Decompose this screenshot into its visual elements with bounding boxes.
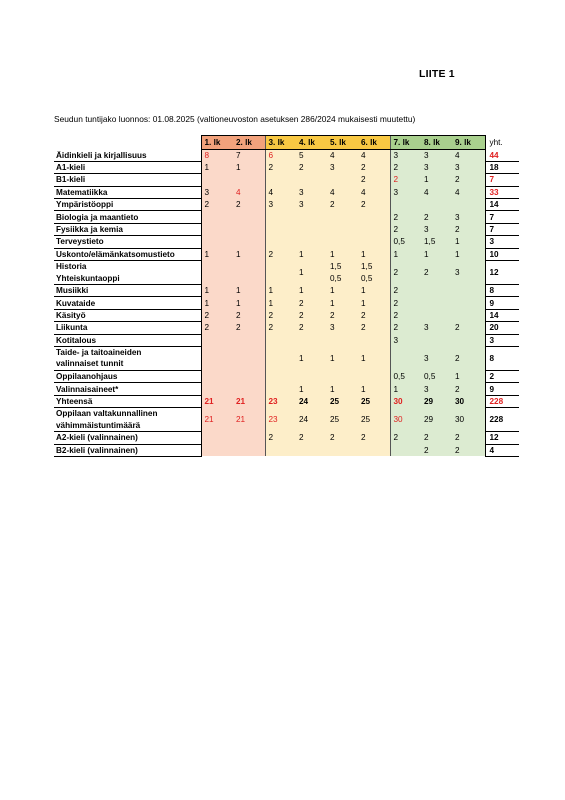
hours-cell-grade-4: 2 <box>296 297 327 309</box>
table-row <box>54 346 519 370</box>
hours-cell-grade-6: 2 <box>358 174 390 186</box>
hours-cell-grade-6: 2 <box>358 199 390 211</box>
hours-cell-grade-4 <box>296 223 327 235</box>
hours-cell-grade-6 <box>358 370 390 382</box>
hours-cell-grade-2 <box>233 334 265 346</box>
hours-cell-grade-1 <box>201 346 233 370</box>
hours-cell-grade-5: 1 <box>327 346 358 370</box>
hours-cell-grade-1: 8 <box>201 150 233 162</box>
hours-cell-grade-1 <box>201 383 233 395</box>
hours-cell-grade-3: 1 <box>265 285 296 297</box>
hours-cell-grade-4: 2 <box>296 309 327 321</box>
total-cell: 7 <box>485 211 519 223</box>
hours-cell-grade-1: 1 <box>201 161 233 173</box>
hours-cell-grade-2 <box>233 444 265 456</box>
hours-value-second: 0,5 <box>361 273 373 283</box>
hours-cell-grade-1: 21 <box>201 408 233 432</box>
total-cell: 2 <box>485 370 519 382</box>
hours-cell-grade-5 <box>327 211 358 223</box>
subject-cell: Yhteensä <box>54 395 201 407</box>
hours-cell-grade-1: 21 <box>201 395 233 407</box>
hours-cell-grade-5: 25 <box>327 408 358 432</box>
hours-cell-grade-4 <box>296 261 327 285</box>
hours-cell-grade-8 <box>421 199 452 211</box>
hours-cell-grade-4: 1 <box>296 383 327 395</box>
hours-cell-grade-4: 24 <box>296 408 327 432</box>
hours-value-second: 1 <box>299 267 304 277</box>
hours-cell-grade-6: 1 <box>358 383 390 395</box>
hours-cell-grade-2 <box>233 211 265 223</box>
hours-cell-grade-2: 2 <box>233 199 265 211</box>
total-cell: 3 <box>485 236 519 248</box>
hours-cell-grade-2 <box>233 346 265 370</box>
hours-cell-grade-7: 2 <box>390 322 421 334</box>
hours-cell-grade-9: 3 <box>452 261 485 285</box>
total-cell: 7 <box>485 174 519 186</box>
hours-cell-grade-5 <box>327 236 358 248</box>
hours-cell-grade-3: 1 <box>265 297 296 309</box>
hours-cell-grade-1 <box>201 174 233 186</box>
hours-cell-grade-6: 2 <box>358 322 390 334</box>
hours-cell-grade-1: 2 <box>201 199 233 211</box>
hours-cell-grade-2 <box>233 383 265 395</box>
hours-cell-grade-7: 1 <box>390 248 421 260</box>
hours-cell-grade-8: 2 <box>421 444 452 456</box>
hours-cell-grade-5: 3 <box>327 161 358 173</box>
hours-cell-grade-6: 2 <box>358 161 390 173</box>
hours-cell-grade-2 <box>233 236 265 248</box>
hours-value-second: 0,5 <box>330 273 342 283</box>
hours-cell-grade-4: 24 <box>296 395 327 407</box>
hours-cell-grade-9 <box>452 297 485 309</box>
table-row <box>54 432 519 444</box>
hours-cell-grade-3: 3 <box>265 199 296 211</box>
hours-cell-grade-8: 3 <box>421 322 452 334</box>
subject-cell: Ympäristöoppi <box>54 199 201 211</box>
hours-cell-grade-5: 2 <box>327 309 358 321</box>
hours-cell-grade-8: 0,5 <box>421 370 452 382</box>
hours-cell-grade-7: 30 <box>390 408 421 432</box>
hours-cell-grade-8: 3 <box>421 223 452 235</box>
total-cell: 14 <box>485 199 519 211</box>
subject-cell <box>54 346 201 370</box>
hours-cell-grade-7: 30 <box>390 395 421 407</box>
hours-cell-grade-2: 21 <box>233 395 265 407</box>
hours-cell-grade-9: 30 <box>452 395 485 407</box>
subject-cell: Biologia ja maantieto <box>54 211 201 223</box>
hours-cell-grade-4 <box>296 334 327 346</box>
hours-cell-grade-6 <box>358 236 390 248</box>
hours-cell-grade-7: 2 <box>390 223 421 235</box>
hours-cell-grade-1 <box>201 432 233 444</box>
grade-header-5: 5. lk <box>327 136 358 150</box>
hours-cell-grade-6 <box>358 211 390 223</box>
hours-cell-grade-5: 2 <box>327 199 358 211</box>
hours-cell-grade-7: 3 <box>390 150 421 162</box>
hours-cell-grade-4 <box>296 174 327 186</box>
hours-cell-grade-3: 2 <box>265 322 296 334</box>
hours-cell-grade-1 <box>201 334 233 346</box>
total-cell: 9 <box>485 383 519 395</box>
hours-cell-grade-7: 2 <box>390 309 421 321</box>
hours-cell-grade-3 <box>265 383 296 395</box>
hours-cell-grade-3 <box>265 223 296 235</box>
hours-cell-grade-6: 4 <box>358 186 390 198</box>
hours-cell-grade-9: 2 <box>452 223 485 235</box>
hours-cell-grade-4 <box>296 444 327 456</box>
hours-cell-grade-2: 2 <box>233 309 265 321</box>
total-cell: 228 <box>485 395 519 407</box>
subject-cell: Terveystieto <box>54 236 201 248</box>
hours-cell-grade-8: 1 <box>421 174 452 186</box>
hours-cell-grade-7: 1 <box>390 383 421 395</box>
hours-cell-grade-5: 3 <box>327 322 358 334</box>
hours-cell-grade-2: 1 <box>233 297 265 309</box>
subject-cell: Oppilaanohjaus <box>54 370 201 382</box>
hours-cell-grade-2: 2 <box>233 322 265 334</box>
grade-header-2: 2. lk <box>233 136 265 150</box>
hours-cell-grade-4: 3 <box>296 186 327 198</box>
hours-cell-grade-3: 6 <box>265 150 296 162</box>
hours-cell-grade-6 <box>358 223 390 235</box>
hours-cell-grade-4: 2 <box>296 322 327 334</box>
total-cell: 18 <box>485 161 519 173</box>
hours-cell-grade-5: 25 <box>327 395 358 407</box>
hours-cell-grade-1 <box>201 370 233 382</box>
table-row <box>54 334 519 346</box>
hours-cell-grade-7: 3 <box>390 334 421 346</box>
hours-cell-grade-5: 4 <box>327 150 358 162</box>
table-row <box>54 161 519 173</box>
hours-cell-grade-3 <box>265 334 296 346</box>
hours-cell-grade-1 <box>201 444 233 456</box>
hours-cell-grade-4 <box>296 211 327 223</box>
hours-cell-grade-3: 23 <box>265 408 296 432</box>
hours-cell-grade-8 <box>421 309 452 321</box>
subject-cell: Liikunta <box>54 322 201 334</box>
total-cell: 7 <box>485 223 519 235</box>
hours-value-first: 1,5 <box>361 262 373 272</box>
hours-cell-grade-9: 4 <box>452 186 485 198</box>
lesson-distribution-table <box>54 135 519 457</box>
hours-cell-grade-7 <box>390 199 421 211</box>
subject-label-line: Historia <box>56 262 87 272</box>
hours-cell-grade-6 <box>358 444 390 456</box>
hours-cell-grade-2: 1 <box>233 161 265 173</box>
hours-cell-grade-6 <box>358 334 390 346</box>
hours-cell-grade-4: 1 <box>296 248 327 260</box>
table-row <box>54 370 519 382</box>
hours-cell-grade-2: 1 <box>233 248 265 260</box>
hours-cell-grade-2: 1 <box>233 285 265 297</box>
hours-cell-grade-3 <box>265 346 296 370</box>
hours-cell-grade-4: 1 <box>296 346 327 370</box>
hours-cell-grade-4: 3 <box>296 199 327 211</box>
hours-cell-grade-8 <box>421 285 452 297</box>
hours-cell-grade-9: 2 <box>452 346 485 370</box>
hours-cell-grade-3 <box>265 236 296 248</box>
hours-cell-grade-1: 3 <box>201 186 233 198</box>
hours-cell-grade-8: 1 <box>421 248 452 260</box>
hours-cell-grade-6: 2 <box>358 432 390 444</box>
hours-cell-grade-3: 2 <box>265 309 296 321</box>
hours-cell-grade-6: 1 <box>358 346 390 370</box>
hours-cell-grade-8: 2 <box>421 432 452 444</box>
hours-cell-grade-3 <box>265 444 296 456</box>
hours-cell-grade-5 <box>327 223 358 235</box>
hours-cell-grade-6: 1 <box>358 285 390 297</box>
hours-cell-grade-4 <box>296 236 327 248</box>
hours-cell-grade-1 <box>201 236 233 248</box>
subject-cell: Valinnaisaineet* <box>54 383 201 395</box>
total-cell: 33 <box>485 186 519 198</box>
hours-cell-grade-5 <box>327 261 358 285</box>
hours-cell-grade-9: 2 <box>452 444 485 456</box>
subject-cell: Käsityö <box>54 309 201 321</box>
subject-label-line: Taide- ja taitoaineiden <box>56 347 142 357</box>
hours-cell-grade-8: 3 <box>421 383 452 395</box>
hours-cell-grade-2: 7 <box>233 150 265 162</box>
hours-cell-grade-3 <box>265 174 296 186</box>
hours-cell-grade-1: 2 <box>201 309 233 321</box>
subject-cell: Musiikki <box>54 285 201 297</box>
total-cell: 10 <box>485 248 519 260</box>
grade-header-3: 3. lk <box>265 136 296 150</box>
grade-header-6: 6. lk <box>358 136 390 150</box>
hours-cell-grade-1 <box>201 261 233 285</box>
total-cell: 228 <box>485 408 519 432</box>
hours-cell-grade-7 <box>390 444 421 456</box>
total-cell: 8 <box>485 346 519 370</box>
table-row <box>54 199 519 211</box>
hours-cell-grade-6: 25 <box>358 395 390 407</box>
hours-cell-grade-7: 2 <box>390 174 421 186</box>
total-cell: 8 <box>485 285 519 297</box>
hours-cell-grade-6: 4 <box>358 150 390 162</box>
hours-cell-grade-9: 30 <box>452 408 485 432</box>
subject-label-line: Yhteiskuntaoppi <box>56 273 120 283</box>
hours-cell-grade-8: 1,5 <box>421 236 452 248</box>
hours-cell-grade-6: 1 <box>358 248 390 260</box>
grade-header-1: 1. lk <box>201 136 233 150</box>
hours-cell-grade-1: 1 <box>201 285 233 297</box>
hours-cell-grade-7: 0,5 <box>390 236 421 248</box>
subject-label-line: valinnaiset tunnit <box>56 359 124 369</box>
hours-cell-grade-8: 2 <box>421 211 452 223</box>
hours-cell-grade-9: 1 <box>452 248 485 260</box>
hours-cell-grade-1: 2 <box>201 322 233 334</box>
subject-cell: A2-kieli (valinnainen) <box>54 432 201 444</box>
grade-header-8: 8. lk <box>421 136 452 150</box>
hours-cell-grade-8: 29 <box>421 408 452 432</box>
hours-value-first: 1,5 <box>330 262 342 272</box>
hours-cell-grade-3 <box>265 261 296 285</box>
hours-cell-grade-4 <box>296 370 327 382</box>
subject-label-line: vähimmäistuntimäärä <box>56 420 141 430</box>
hours-cell-grade-2 <box>233 370 265 382</box>
hours-cell-grade-7: 2 <box>390 432 421 444</box>
hours-cell-grade-7: 2 <box>390 211 421 223</box>
hours-cell-grade-9: 3 <box>452 211 485 223</box>
hours-cell-grade-5 <box>327 370 358 382</box>
hours-cell-grade-5 <box>327 444 358 456</box>
subject-cell: B1-kieli <box>54 174 201 186</box>
hours-cell-grade-3: 2 <box>265 161 296 173</box>
hours-cell-grade-5: 1 <box>327 383 358 395</box>
subject-cell <box>54 261 201 285</box>
table-row <box>54 236 519 248</box>
hours-cell-grade-4: 5 <box>296 150 327 162</box>
hours-cell-grade-1 <box>201 211 233 223</box>
hours-cell-grade-2: 4 <box>233 186 265 198</box>
hours-cell-grade-6: 25 <box>358 408 390 432</box>
hours-cell-grade-9: 1 <box>452 370 485 382</box>
hours-cell-grade-5: 1 <box>327 285 358 297</box>
grade-header-9: 9. lk <box>452 136 485 150</box>
hours-cell-grade-9: 2 <box>452 383 485 395</box>
hours-cell-grade-3: 4 <box>265 186 296 198</box>
table-row <box>54 309 519 321</box>
hours-cell-grade-3 <box>265 370 296 382</box>
table-row <box>54 383 519 395</box>
hours-cell-grade-7: 2 <box>390 261 421 285</box>
table-header-row <box>54 136 519 150</box>
hours-cell-grade-6: 2 <box>358 309 390 321</box>
hours-cell-grade-1: 1 <box>201 297 233 309</box>
hours-cell-grade-1 <box>201 223 233 235</box>
hours-cell-grade-9: 3 <box>452 161 485 173</box>
hours-cell-grade-6: 1 <box>358 297 390 309</box>
total-cell: 44 <box>485 150 519 162</box>
hours-cell-grade-7: 0,5 <box>390 370 421 382</box>
hours-cell-grade-7: 2 <box>390 161 421 173</box>
hours-cell-grade-5: 1 <box>327 248 358 260</box>
table-row <box>54 297 519 309</box>
hours-cell-grade-9: 2 <box>452 174 485 186</box>
hours-cell-grade-2 <box>233 432 265 444</box>
hours-cell-grade-2 <box>233 223 265 235</box>
subject-cell: Kotitalous <box>54 334 201 346</box>
hours-cell-grade-7: 3 <box>390 186 421 198</box>
table-row <box>54 223 519 235</box>
hours-cell-grade-9: 2 <box>452 432 485 444</box>
hours-cell-grade-1: 1 <box>201 248 233 260</box>
total-cell: 4 <box>485 444 519 456</box>
hours-cell-grade-3: 23 <box>265 395 296 407</box>
subject-cell: B2-kieli (valinnainen) <box>54 444 201 456</box>
subject-cell: Uskonto/elämänkatsomustieto <box>54 248 201 260</box>
hours-cell-grade-5: 1 <box>327 297 358 309</box>
hours-cell-grade-5 <box>327 334 358 346</box>
subject-label-line: Oppilaan valtakunnallinen <box>56 409 158 419</box>
total-cell: 14 <box>485 309 519 321</box>
hours-cell-grade-8 <box>421 297 452 309</box>
hours-cell-grade-4: 1 <box>296 285 327 297</box>
hours-cell-grade-2: 21 <box>233 408 265 432</box>
hours-cell-grade-9 <box>452 285 485 297</box>
document-subtitle: Seudun tuntijako luonnos: 01.08.2025 (valtioneuvoston asetuksen 286/2024 mukaisesti muutettu) <box>54 114 416 124</box>
subject-cell: Fysiikka ja kemia <box>54 223 201 235</box>
header-blank-cell <box>54 136 201 150</box>
hours-cell-grade-8 <box>421 334 452 346</box>
grade-header-4: 4. lk <box>296 136 327 150</box>
hours-cell-grade-4: 2 <box>296 432 327 444</box>
table-row <box>54 261 519 285</box>
hours-cell-grade-9 <box>452 309 485 321</box>
total-cell: 12 <box>485 432 519 444</box>
hours-cell-grade-9: 2 <box>452 322 485 334</box>
appendix-label: LIITE 1 <box>419 68 455 80</box>
hours-cell-grade-8: 3 <box>421 150 452 162</box>
hours-cell-grade-7: 2 <box>390 285 421 297</box>
subject-cell: Matematiikka <box>54 186 201 198</box>
table-row <box>54 408 519 432</box>
subject-cell: Äidinkieli ja kirjallisuus <box>54 150 201 162</box>
total-cell: 12 <box>485 261 519 285</box>
hours-cell-grade-2 <box>233 261 265 285</box>
hours-cell-grade-7 <box>390 346 421 370</box>
hours-cell-grade-9: 1 <box>452 236 485 248</box>
table-row <box>54 150 519 162</box>
hours-cell-grade-8: 2 <box>421 261 452 285</box>
table-row <box>54 322 519 334</box>
hours-cell-grade-2 <box>233 174 265 186</box>
table-row <box>54 395 519 407</box>
hours-cell-grade-8: 3 <box>421 346 452 370</box>
subject-cell: A1-kieli <box>54 161 201 173</box>
table-row <box>54 248 519 260</box>
subject-cell: Kuvataide <box>54 297 201 309</box>
hours-cell-grade-9 <box>452 199 485 211</box>
hours-cell-grade-3 <box>265 211 296 223</box>
hours-cell-grade-7: 2 <box>390 297 421 309</box>
hours-cell-grade-8: 4 <box>421 186 452 198</box>
total-cell: 3 <box>485 334 519 346</box>
total-cell: 9 <box>485 297 519 309</box>
hours-cell-grade-5: 2 <box>327 432 358 444</box>
table-row <box>54 174 519 186</box>
hours-cell-grade-5: 4 <box>327 186 358 198</box>
table-row <box>54 186 519 198</box>
total-cell: 20 <box>485 322 519 334</box>
table-row <box>54 211 519 223</box>
hours-cell-grade-5 <box>327 174 358 186</box>
hours-cell-grade-9: 4 <box>452 150 485 162</box>
hours-cell-grade-9 <box>452 334 485 346</box>
table-row <box>54 444 519 456</box>
hours-cell-grade-8: 29 <box>421 395 452 407</box>
hours-cell-grade-3: 2 <box>265 432 296 444</box>
hours-cell-grade-8: 3 <box>421 161 452 173</box>
subject-cell <box>54 408 201 432</box>
table-row <box>54 285 519 297</box>
hours-cell-grade-6 <box>358 261 390 285</box>
hours-cell-grade-4: 2 <box>296 161 327 173</box>
grade-header-7: 7. lk <box>390 136 421 150</box>
hours-cell-grade-3: 2 <box>265 248 296 260</box>
total-header: yht. <box>489 138 503 147</box>
